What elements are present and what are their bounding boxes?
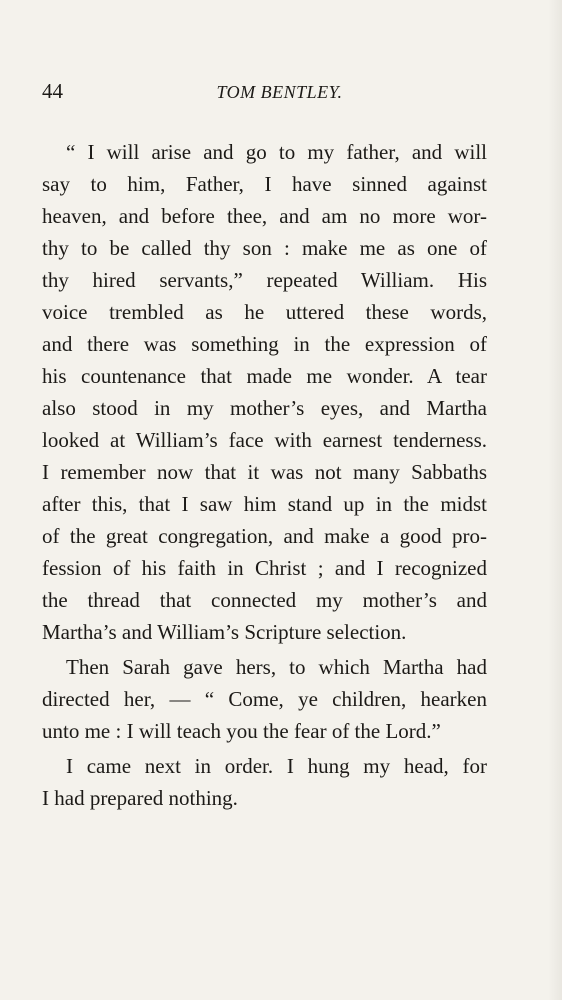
text-line: say to him, Father, I have sinned against [42,172,487,196]
text-line: unto me : I will teach you the fear of the Lord.” [42,719,441,743]
running-title: TOM BENTLEY. [216,82,343,102]
text-line: thy to be called thy son : make me as one of [42,236,487,260]
text-line: looked at William’s face with earnest tenderness. [42,428,487,452]
page-number: 44 [42,79,63,103]
text-line: the thread that connected my mother’s and [42,588,487,612]
text-line: of the great congregation, and make a good pro- [42,524,487,548]
text-line: his countenance that made me wonder. A tear [42,364,487,388]
text-line: Then Sarah gave hers, to which Martha had [66,655,487,679]
text-line: I remember now that it was not many Sabbaths [42,460,487,484]
text-line: Martha’s and William’s Scripture selection. [42,620,407,644]
page-header [42,78,487,104]
text-line: heaven, and before thee, and am no more wor- [42,204,487,228]
text-line: I came next in order. I hung my head, for [66,754,487,778]
text-line: thy hired servants,” repeated William. His [42,268,487,292]
text-line: “ I will arise and go to my father, and will [66,140,487,164]
text-line: also stood in my mother’s eyes, and Martha [42,396,487,420]
text-line: voice trembled as he uttered these words, [42,300,487,324]
body-text [42,136,487,814]
paragraph-1 [42,136,487,648]
text-line: and there was something in the expression of [42,332,487,356]
text-line: I had prepared nothing. [42,786,238,810]
text-line: directed her, — “ Come, ye children, hearken [42,687,487,711]
paragraph-2 [42,651,487,747]
text-line: after this, that I saw him stand up in the midst [42,492,487,516]
paragraph-3 [42,750,487,814]
text-line: fession of his faith in Christ ; and I recognized [42,556,487,580]
